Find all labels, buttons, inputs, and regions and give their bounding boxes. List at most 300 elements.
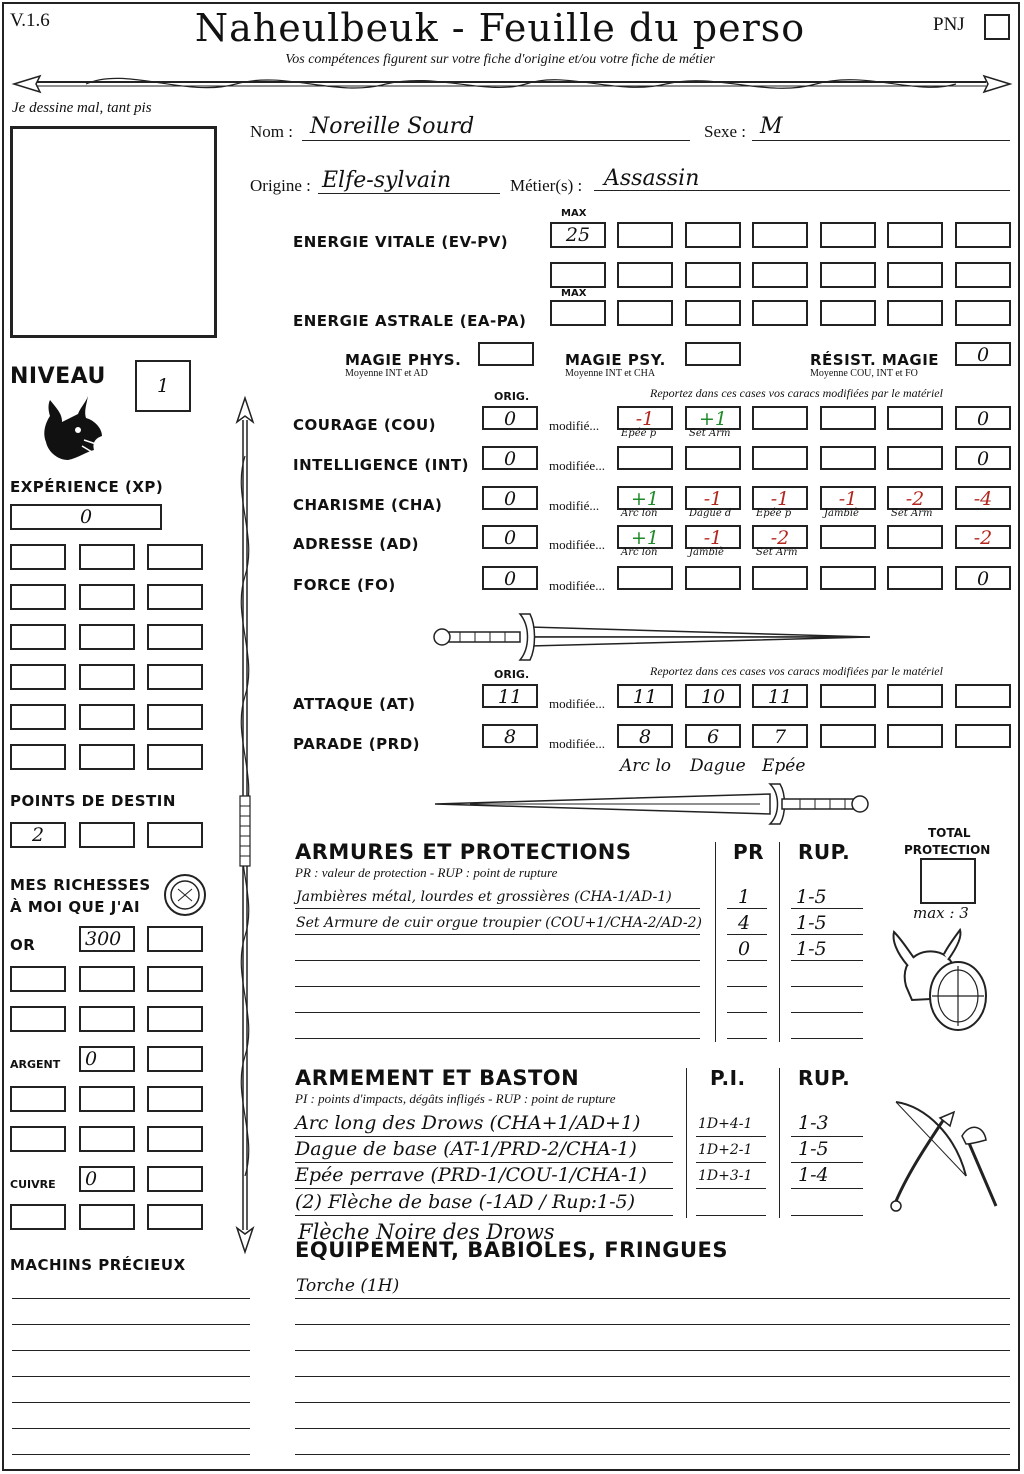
money-box[interactable]: [10, 1086, 66, 1112]
stat-orig-value: 0: [503, 488, 517, 510]
magie-psy-label: MAGIE PSY.: [565, 351, 666, 369]
combat-modified-box[interactable]: [820, 684, 876, 708]
argent-label: ARGENT: [10, 1058, 61, 1071]
report-note: Reportez dans ces cases vos caracs modifiées par le matériel: [650, 386, 943, 400]
stat-modified-value: -1: [770, 488, 790, 510]
resist-magie-label: RÉSIST. MAGIE: [810, 351, 940, 369]
ea-max-box[interactable]: [550, 300, 606, 326]
stat-modif-label: modifiée...: [549, 458, 605, 473]
weapon-pi-line[interactable]: [696, 1162, 766, 1163]
or-label: OR: [10, 936, 36, 954]
stat-modifier-source: Epée p: [756, 508, 792, 519]
sexe-field[interactable]: M: [760, 114, 783, 139]
armor-line[interactable]: [295, 1038, 700, 1039]
stat-label: INTELLIGENCE (INT): [293, 456, 469, 474]
money-box[interactable]: [147, 926, 203, 952]
sword-icon: [430, 780, 875, 828]
stat-modifier-source: Set Arm: [891, 508, 933, 519]
money-box[interactable]: [147, 966, 203, 992]
metier-field[interactable]: Assassin: [604, 166, 700, 191]
stat-modified-box[interactable]: [752, 525, 808, 549]
origine-line: [318, 193, 500, 194]
armor-pr-line[interactable]: [727, 908, 767, 909]
combat-report-note: Reportez dans ces cases vos caracs modifiées par le matériel: [650, 664, 943, 678]
money-box[interactable]: [147, 1126, 203, 1152]
niveau-label: NIVEAU: [10, 364, 106, 389]
weapon-rup-value: 1-3: [798, 1112, 829, 1134]
xp-box[interactable]: [147, 544, 203, 570]
armor-line[interactable]: [295, 934, 700, 935]
combat-modified-box[interactable]: [685, 684, 741, 708]
xp-box[interactable]: [10, 744, 66, 770]
combat-orig-box[interactable]: [482, 724, 538, 748]
stat-modified-box[interactable]: [752, 566, 808, 590]
stat-modified-box[interactable]: [820, 446, 876, 470]
stat-modified-box[interactable]: [820, 486, 876, 510]
weapon-pi-line[interactable]: [696, 1215, 766, 1216]
stat-orig-value: 0: [503, 568, 517, 590]
ea-box[interactable]: [887, 300, 943, 326]
stat-modified-value: -1: [703, 527, 723, 549]
resist-magie-value: 0: [976, 344, 990, 366]
money-box[interactable]: [79, 1126, 135, 1152]
sword-icon: [430, 612, 875, 662]
armor-rup-value: 1-5: [796, 886, 827, 908]
money-box[interactable]: [79, 1046, 135, 1072]
stat-modified-box[interactable]: [955, 486, 1011, 510]
weapons-pi-header: P.I.: [710, 1066, 746, 1090]
armor-divider: [715, 842, 716, 1042]
xp-box[interactable]: [10, 544, 66, 570]
armor-pr-line[interactable]: [727, 960, 767, 961]
equipment-line[interactable]: [295, 1298, 1010, 1299]
equipment-line[interactable]: [295, 1428, 1010, 1429]
or-value: 300: [85, 928, 122, 950]
stat-modified-box[interactable]: [752, 486, 808, 510]
combat-orig-box[interactable]: [482, 684, 538, 708]
stat-modif-label: modifiée...: [549, 537, 605, 552]
coin-icon: [162, 872, 208, 918]
stat-modifier-source: Epée p: [621, 428, 657, 439]
origine-label: Origine :: [250, 176, 311, 195]
weapon-pi-line[interactable]: [696, 1188, 766, 1189]
stat-modifier-source: Jambiè: [824, 508, 859, 519]
max-note: max : 3: [913, 904, 969, 922]
xp-box[interactable]: [79, 664, 135, 690]
armor-rup-line[interactable]: [791, 908, 863, 909]
weapon-line[interactable]: [295, 1188, 673, 1189]
stat-orig-value: 0: [503, 448, 517, 470]
ev-box[interactable]: [752, 222, 808, 248]
armor-pr-line[interactable]: [727, 934, 767, 935]
ea-box[interactable]: [955, 300, 1011, 326]
argent-value: 0: [85, 1048, 98, 1070]
xp-box[interactable]: [79, 584, 135, 610]
page-title: Naheulbeuk - Feuille du perso: [194, 6, 806, 50]
armor-rup-line[interactable]: [791, 934, 863, 935]
armor-pr-value: 0: [738, 938, 751, 960]
combat-modified-box[interactable]: [617, 724, 673, 748]
armor-pr-value: 1: [738, 886, 751, 908]
stat-modified-box[interactable]: [820, 566, 876, 590]
combat-modified-value: 11: [632, 686, 658, 708]
machins-label: MACHINS PRÉCIEUX: [10, 1256, 186, 1274]
money-box[interactable]: [79, 1166, 135, 1192]
combat-modified-value: 7: [773, 726, 787, 748]
xp-box[interactable]: [10, 624, 66, 650]
stat-modified-box[interactable]: [752, 406, 808, 430]
stat-modified-box[interactable]: [685, 525, 741, 549]
armor-rup-line[interactable]: [791, 1038, 863, 1039]
ea-box[interactable]: [685, 300, 741, 326]
weapon-rup-line[interactable]: [791, 1188, 863, 1189]
combat-modif-label: modifiée...: [549, 736, 605, 751]
money-box[interactable]: [79, 1006, 135, 1032]
pnj-checkbox[interactable]: [984, 14, 1010, 40]
weapon-rup-line[interactable]: [791, 1162, 863, 1163]
combat-modified-box[interactable]: [955, 684, 1011, 708]
ev-box[interactable]: [752, 262, 808, 288]
metier-label: Métier(s) :: [510, 176, 583, 195]
weapon-name: Arc long des Drows (CHA+1/AD+1): [295, 1112, 641, 1134]
cuivre-value: 0: [85, 1168, 98, 1190]
stat-modified-box[interactable]: [617, 486, 673, 510]
stat-modified-box[interactable]: [617, 566, 673, 590]
machins-line[interactable]: [12, 1376, 250, 1377]
armor-name: Set Armure de cuir orgue troupier (COU+1/CHA-2/AD-2): [296, 915, 702, 931]
stat-orig-box[interactable]: [482, 486, 538, 510]
equipment-line[interactable]: [295, 1376, 1010, 1377]
money-box[interactable]: [10, 1006, 66, 1032]
total-protection-box[interactable]: [920, 858, 976, 904]
ea-box[interactable]: [752, 300, 808, 326]
ev-box[interactable]: [550, 262, 606, 288]
destin-value: 2: [31, 824, 45, 846]
weapon-pi-value: 1D+2-1: [698, 1142, 753, 1158]
ev-box[interactable]: [685, 262, 741, 288]
money-box[interactable]: [10, 1126, 66, 1152]
ea-box[interactable]: [820, 300, 876, 326]
armor-pr-line[interactable]: [727, 986, 767, 987]
stat-modified-box[interactable]: [617, 446, 673, 470]
stat-modified-box[interactable]: [685, 406, 741, 430]
weapon-overflow-line: Flèche Noire des Drows: [298, 1220, 555, 1244]
xp-box[interactable]: [10, 504, 162, 530]
xp-box[interactable]: [10, 664, 66, 690]
stat-modified-box[interactable]: [887, 406, 943, 430]
machins-line[interactable]: [12, 1324, 250, 1325]
richesses-label-2: À MOI QUE J'AI: [10, 898, 141, 916]
money-box[interactable]: [10, 1204, 66, 1230]
stat-modified-box[interactable]: [685, 446, 741, 470]
money-box[interactable]: [147, 1006, 203, 1032]
ev-label: ENERGIE VITALE (EV-PV): [293, 233, 509, 251]
combat-modified-box[interactable]: [685, 724, 741, 748]
stat-modifier-source: Jambiè: [689, 547, 724, 558]
version-label: V.1.6: [10, 10, 50, 31]
spear-icon: [228, 396, 262, 1256]
weapon-line[interactable]: [295, 1136, 673, 1137]
xp-label: EXPÉRIENCE (XP): [10, 478, 164, 496]
stat-modified-box[interactable]: [955, 566, 1011, 590]
ev-box[interactable]: [820, 262, 876, 288]
armor-rup-header: RUP.: [798, 840, 851, 864]
money-box[interactable]: [147, 1086, 203, 1112]
combat-orig-value: 8: [503, 726, 517, 748]
nom-label: Nom :: [250, 122, 293, 141]
pnj-label: PNJ: [933, 14, 965, 35]
weapon-line[interactable]: [295, 1215, 673, 1216]
combat-modified-box[interactable]: [752, 684, 808, 708]
sexe-label: Sexe :: [704, 122, 747, 141]
weapon-pi-line[interactable]: [696, 1136, 766, 1137]
money-box[interactable]: [79, 1204, 135, 1230]
niveau-value: 1: [156, 375, 170, 397]
armor-line[interactable]: [295, 908, 700, 909]
nom-field[interactable]: Noreille Sourd: [310, 114, 475, 139]
destin-box[interactable]: [147, 822, 203, 848]
combat-modified-box[interactable]: [887, 724, 943, 748]
stat-modified-value: +1: [698, 408, 727, 430]
ea-max-label: MAX: [561, 288, 587, 299]
stat-modified-value: -1: [838, 488, 858, 510]
destin-box[interactable]: [10, 822, 66, 848]
dragon-icon: [38, 392, 108, 464]
stat-modified-box[interactable]: [820, 525, 876, 549]
money-box[interactable]: [147, 1166, 203, 1192]
weapon-rup-value: 1-5: [798, 1138, 829, 1160]
stat-modified-box[interactable]: [887, 486, 943, 510]
total-protection-label: TOTAL: [928, 826, 971, 840]
portrait-caption: Je dessine mal, tant pis: [12, 100, 152, 116]
xp-box[interactable]: [79, 744, 135, 770]
helmet-shield-icon: [888, 926, 998, 1036]
magie-psy-box[interactable]: [685, 342, 741, 366]
stat-label: CHARISME (CHA): [293, 496, 443, 514]
stat-modified-box[interactable]: [955, 525, 1011, 549]
ev-box[interactable]: [955, 262, 1011, 288]
weapon-rup-value: 1-4: [798, 1164, 829, 1186]
armor-name: Jambières métal, lourdes et grossières (CHA-1/AD-1): [296, 889, 672, 905]
ev-box[interactable]: [685, 222, 741, 248]
stat-orig-box[interactable]: [482, 406, 538, 430]
combat-orig-label: ORIG.: [494, 668, 530, 681]
combat-modified-box[interactable]: [887, 684, 943, 708]
origine-field[interactable]: Elfe-sylvain: [322, 168, 452, 193]
machins-line[interactable]: [12, 1350, 250, 1351]
stat-label: FORCE (FO): [293, 576, 396, 594]
money-box[interactable]: [79, 926, 135, 952]
armor-pr-header: PR: [733, 840, 765, 864]
stat-modifier-source: Set Arm: [756, 547, 798, 558]
stat-orig-box[interactable]: [482, 446, 538, 470]
weapon-pi-value: 1D+4-1: [698, 1116, 753, 1132]
xp-box[interactable]: [10, 584, 66, 610]
total-protection-label-2: PROTECTION: [904, 843, 991, 857]
stat-modified-box[interactable]: [685, 486, 741, 510]
stat-modifier-source: Set Arm: [689, 428, 731, 439]
weapon-rup-line[interactable]: [791, 1215, 863, 1216]
stat-modified-box[interactable]: [752, 446, 808, 470]
combat-modified-box[interactable]: [617, 684, 673, 708]
weapon-line[interactable]: [295, 1162, 673, 1163]
resist-magie-box[interactable]: [955, 342, 1011, 366]
weapon-under-label: Epée: [762, 756, 806, 776]
money-box[interactable]: [79, 1086, 135, 1112]
stat-modified-box[interactable]: [887, 566, 943, 590]
cuivre-label: CUIVRE: [10, 1178, 56, 1191]
stat-modified-value: -1: [635, 408, 655, 430]
xp-box[interactable]: [147, 624, 203, 650]
equipment-item: Torche (1H): [296, 1276, 400, 1296]
armor-pr-value: 4: [738, 912, 751, 934]
equipment-line[interactable]: [295, 1402, 1010, 1403]
armor-divider: [779, 842, 780, 1042]
ev-box[interactable]: [887, 222, 943, 248]
combat-modified-box[interactable]: [955, 724, 1011, 748]
weapons-divider: [779, 1068, 780, 1218]
armor-title: ARMURES ET PROTECTIONS: [295, 840, 632, 864]
ev-max-label: MAX: [561, 208, 587, 219]
ev-box[interactable]: [887, 262, 943, 288]
weapon-name: (2) Flèche de base (-1AD / Rup:1-5): [295, 1191, 636, 1213]
combat-modified-box[interactable]: [820, 724, 876, 748]
weapons-title: ARMEMENT ET BASTON: [295, 1066, 580, 1090]
stat-modified-value: -2: [973, 527, 993, 549]
armor-rup-line[interactable]: [791, 986, 863, 987]
weapons-rup-header: RUP.: [798, 1066, 851, 1090]
xp-box[interactable]: [147, 664, 203, 690]
stat-modif-label: modifié...: [549, 418, 600, 433]
xp-box[interactable]: [79, 704, 135, 730]
stat-modified-value: +1: [630, 488, 659, 510]
machins-line[interactable]: [12, 1298, 250, 1299]
machins-line[interactable]: [12, 1454, 250, 1455]
money-box[interactable]: [147, 1046, 203, 1072]
equipment-line[interactable]: [295, 1350, 1010, 1351]
ea-box[interactable]: [617, 300, 673, 326]
armor-rup-line[interactable]: [791, 960, 863, 961]
stat-modified-box[interactable]: [955, 406, 1011, 430]
destin-box[interactable]: [79, 822, 135, 848]
weapon-under-label: Dague: [690, 756, 746, 776]
sexe-line: [752, 140, 1010, 141]
spear-divider-icon: [6, 64, 1018, 104]
xp-value: 0: [79, 506, 93, 528]
stat-label: ADRESSE (AD): [293, 535, 420, 553]
ev-max-value: 25: [565, 224, 591, 246]
niveau-box[interactable]: [135, 360, 191, 412]
armor-rup-value: 1-5: [796, 912, 827, 934]
stat-modified-value: -1: [703, 488, 723, 510]
xp-box[interactable]: [10, 704, 66, 730]
weapon-under-label: Arc lo: [620, 756, 671, 776]
xp-box[interactable]: [79, 624, 135, 650]
stat-modified-value: +1: [630, 527, 659, 549]
armor-pr-line[interactable]: [727, 1038, 767, 1039]
armor-rup-line[interactable]: [791, 1012, 863, 1013]
destin-label: POINTS DE DESTIN: [10, 792, 176, 810]
machins-line[interactable]: [12, 1428, 250, 1429]
money-box[interactable]: [147, 1204, 203, 1230]
ev-box[interactable]: [617, 222, 673, 248]
stat-modified-box[interactable]: [887, 525, 943, 549]
xp-box[interactable]: [147, 704, 203, 730]
weapon-name: Epée perrave (PRD-1/COU-1/CHA-1): [295, 1164, 647, 1186]
stat-modified-box[interactable]: [685, 566, 741, 590]
weapons-divider: [686, 1068, 687, 1218]
stat-modified-value: -2: [770, 527, 790, 549]
money-box[interactable]: [79, 966, 135, 992]
stat-orig-box[interactable]: [482, 566, 538, 590]
armor-line[interactable]: [295, 960, 700, 961]
ea-label: ENERGIE ASTRALE (EA-PA): [293, 312, 527, 330]
stat-modified-box[interactable]: [820, 406, 876, 430]
combat-modified-value: 11: [767, 686, 793, 708]
stat-modified-value: 0: [976, 408, 990, 430]
combat-modified-value: 10: [700, 686, 726, 708]
armor-sub: PR : valeur de protection - RUP : point de rupture: [295, 865, 558, 880]
equipment-line[interactable]: [295, 1454, 1010, 1455]
stat-modifier-source: Arc lon: [621, 547, 658, 558]
magie-psy-sub: Moyenne INT et CHA: [565, 368, 656, 379]
ev-box[interactable]: [955, 222, 1011, 248]
stat-label: COURAGE (COU): [293, 416, 437, 434]
stat-modified-box[interactable]: [955, 446, 1011, 470]
stat-orig-box[interactable]: [482, 525, 538, 549]
weapon-pi-value: 1D+3-1: [698, 1168, 753, 1184]
ev-max-box[interactable]: [550, 222, 606, 248]
stat-orig-value: 0: [503, 527, 517, 549]
equipment-title: EQUIPEMENT, BABIOLES, FRINGUES: [295, 1238, 728, 1262]
magie-phys-label: MAGIE PHYS.: [345, 351, 462, 369]
armor-line[interactable]: [295, 986, 700, 987]
xp-box[interactable]: [147, 744, 203, 770]
machins-line[interactable]: [12, 1402, 250, 1403]
stat-modified-value: -2: [905, 488, 925, 510]
combat-label: ATTAQUE (AT): [293, 695, 416, 713]
weapon-name: Dague de base (AT-1/PRD-2/CHA-1): [295, 1138, 637, 1160]
armor-rup-value: 1-5: [796, 938, 827, 960]
stat-modified-value: 0: [976, 448, 990, 470]
money-box[interactable]: [10, 966, 66, 992]
stat-modified-box[interactable]: [617, 525, 673, 549]
armor-line[interactable]: [295, 1012, 700, 1013]
stat-modif-label: modifié...: [549, 498, 600, 513]
page-subtitle: Vos compétences figurent sur votre fiche d'origine et/ou votre fiche de métier: [285, 52, 715, 67]
stat-modified-box[interactable]: [887, 446, 943, 470]
combat-modif-label: modifiée...: [549, 696, 605, 711]
armor-pr-line[interactable]: [727, 1012, 767, 1013]
ev-box[interactable]: [617, 262, 673, 288]
orig-label: ORIG.: [494, 390, 530, 403]
xp-box[interactable]: [79, 544, 135, 570]
xp-box[interactable]: [147, 584, 203, 610]
ev-box[interactable]: [820, 222, 876, 248]
stat-modified-box[interactable]: [617, 406, 673, 430]
combat-orig-value: 11: [497, 686, 523, 708]
weapons-icon: [886, 1096, 1010, 1218]
combat-modified-box[interactable]: [752, 724, 808, 748]
portrait-box[interactable]: [10, 126, 217, 338]
magie-phys-box[interactable]: [478, 342, 534, 366]
nom-line: [302, 140, 690, 141]
equipment-line[interactable]: [295, 1324, 1010, 1325]
combat-modified-value: 8: [638, 726, 652, 748]
weapon-rup-line[interactable]: [791, 1136, 863, 1137]
weapons-sub: PI : points d'impacts, dégâts infligés - RUP : point de rupture: [295, 1091, 616, 1106]
combat-label: PARADE (PRD): [293, 735, 421, 753]
